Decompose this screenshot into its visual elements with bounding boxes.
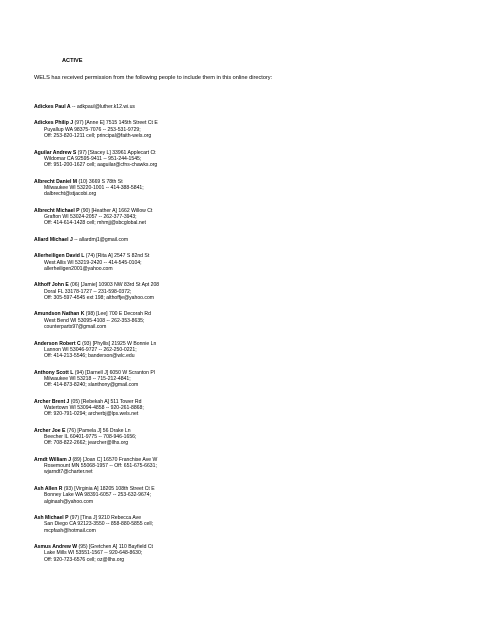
directory-entry — [34, 486, 474, 505]
directory-entry — [34, 208, 474, 227]
entry-name: Allard Michael J — [34, 236, 73, 243]
entry-details: (97) [Stacey L] 33961 Applecart Ct — [76, 149, 156, 156]
directory-entry — [34, 515, 474, 534]
directory-entry — [34, 179, 474, 198]
entry-contact-line: Off: 920-791-0294; archerbj@lps.wels.net — [44, 411, 139, 418]
entry-details: (05) [Rebekah A] 511 Tower Rd — [69, 398, 142, 405]
entry-details: -- adkpaul@luther.k12.wi.us — [70, 104, 135, 110]
entry-contact-line: alginash@yahoo.com — [44, 498, 94, 505]
directory-entry — [34, 457, 474, 476]
entry-details: (89) [Joan C] 16570 Franchise Ave W — [71, 456, 158, 463]
directory-entry — [34, 253, 474, 272]
entry-contact-line: Off: 414-873-8240; slanthony@gmail.com — [44, 382, 139, 389]
entry-name: Amundson Nathan K — [34, 311, 85, 318]
entry-contact-line: San Diego CA 92123-3550 -- 858-880-5855 cell; — [44, 521, 154, 528]
entry-contact-line: Lannon WI 53046-9727 -- 262-250-0221; — [44, 346, 137, 353]
directory-list — [34, 104, 474, 563]
entry-name: Althoff John E — [34, 282, 69, 289]
entry-contact-line: West Allis WI 53219-2420 -- 414-545-0104; — [44, 259, 142, 266]
entry-name: Adickes Philip J — [34, 120, 74, 127]
entry-details: (97) [Anne E] 7515 145th Street Ct E — [73, 120, 158, 127]
status-heading: ACTIVE — [62, 58, 83, 64]
directory-entry — [34, 282, 474, 301]
entry-contact-line: wjarndt7@charter.net — [44, 469, 93, 476]
directory-entry — [34, 311, 474, 330]
entry-contact-line: Rosemount MN 55068-1957 -- Off: 651-675-6631; — [44, 463, 157, 470]
entry-contact-line: Watertown WI 53094-4858 -- 920-261-8868; — [44, 404, 144, 411]
entry-name: Aguilar Andrew S — [34, 149, 77, 156]
directory-entry — [34, 544, 474, 563]
entry-first-line — [34, 104, 474, 110]
entry-contact-line: Wildomar CA 92595-9411 -- 951-244-1545; — [44, 155, 142, 162]
entry-contact-line: Off: 253-820-1211 cell; principal@faith-wels.org — [44, 133, 152, 140]
entry-name: Archer Joe E — [34, 427, 66, 434]
entry-details: (93) [Virginia A] 18205 108th Street Ct E — [62, 485, 155, 492]
entry-details: (10) 3669 S 78th St — [77, 178, 123, 185]
entry-contact-line: counterparts97@gmail.com — [44, 324, 107, 331]
entry-contact-line: West Bend WI 53095-4108 -- 262-353-8635; — [44, 317, 145, 324]
intro-text: WELS has received permission from the following people to include them in this online directory: — [34, 75, 273, 81]
entry-name: Ash Allen R — [34, 485, 63, 492]
entry-contact-line: Beecher IL 60401-9775 -- 708-946-1656; — [44, 434, 137, 441]
directory-entry — [34, 428, 474, 447]
directory-entry — [34, 399, 474, 418]
directory-entry — [34, 104, 474, 110]
entry-details: (06) [Jamie] 10903 NW 83rd St Apt 208 — [68, 282, 160, 289]
entry-name: Asmus Andrew W — [34, 544, 78, 551]
entry-contact-line: Off: 708-822-2662; jearcher@llhs.org — [44, 440, 129, 447]
entry-contact-line: Off: 414-614-1428 cell; mhmjj@sbcglobal.net — [44, 220, 146, 227]
directory-page — [34, 58, 474, 573]
entry-contact-line: Lake Mills WI 53551-1567 -- 920-648-8630; — [44, 550, 143, 557]
directory-entry — [34, 150, 474, 169]
entry-details: (94) [Darnell J] 6050 W Scranton Pl — [73, 369, 155, 376]
entry-name: Albrecht Michael P — [34, 207, 80, 214]
entry-contact-line: Off: 951-200-1627 cell; aaguilar@cfns-chawks.org — [44, 162, 158, 169]
entry-details: (90) [Heather A] 1662 Willow Ct — [79, 207, 153, 214]
entry-contact-line: Off: 414-213-5546; banderson@wlc.edu — [44, 353, 135, 360]
entry-contact-line: Puyallup WA 98375-7076 -- 253-531-9729; — [44, 126, 141, 133]
entry-details: (76) [Pamela J] 56 Drake Ln — [65, 427, 131, 434]
entry-name: Anthony Scott L — [34, 369, 74, 376]
entry-contact-line: Grafton WI 53024-2057 -- 262-377-3943; — [44, 214, 137, 221]
directory-entry — [34, 120, 474, 139]
entry-contact-line: Doral FL 33178-1727 -- 231-598-0372; — [44, 288, 132, 295]
entry-name: Adickes Paul A — [34, 104, 71, 110]
entry-contact-line: Off: 305-597-4545 ext 198; althoffje@yahoo.com — [44, 294, 155, 301]
entry-contact-line: mcpfash@hotmail.com — [44, 527, 96, 534]
directory-entry — [34, 341, 474, 360]
entry-contact-line: dalbrecht@stjacobi.org — [44, 191, 97, 198]
entry-details: (97) [Tina J] 9210 Rebecca Ave — [68, 514, 142, 521]
entry-contact-line: Bonney Lake WA 98391-6057 -- 253-632-9674; — [44, 492, 151, 499]
entry-details: (95) [Gretchen A] 110 Bayfield Ct — [77, 544, 153, 551]
entry-name: Arndt William J — [34, 456, 72, 463]
entry-contact-line: Milwaukee WI 53220-1001 -- 414-388-5841; — [44, 184, 144, 191]
entry-name: Anderson Robert C — [34, 340, 81, 347]
entry-first-line — [34, 237, 474, 243]
entry-contact-line: Off: 920-723-6576 cell; oz@llhs.org — [44, 556, 125, 563]
entry-name: Albrecht Daniel M — [34, 178, 78, 185]
entry-name: Allerheiligen David L — [34, 253, 85, 260]
entry-details: (98) [Lee] 700 E Decorah Rd — [84, 311, 151, 318]
entry-details: (93) [Phyllis] 21925 W Bonnie Ln — [80, 340, 157, 347]
entry-contact-line: Milwaukee WI 53218 -- 715-212-4841; — [44, 375, 131, 382]
directory-entry — [34, 370, 474, 389]
entry-details: -- allardmj1@gmail.com — [72, 236, 129, 243]
entry-name: Archer Brent J — [34, 398, 70, 405]
entry-details: (74) [Rita A] 2547 S 82nd St — [84, 253, 150, 260]
directory-entry — [34, 237, 474, 243]
entry-name: Ash Michael P — [34, 514, 69, 521]
entry-contact-line: allerheiligen2001@yahoo.com — [44, 265, 113, 272]
